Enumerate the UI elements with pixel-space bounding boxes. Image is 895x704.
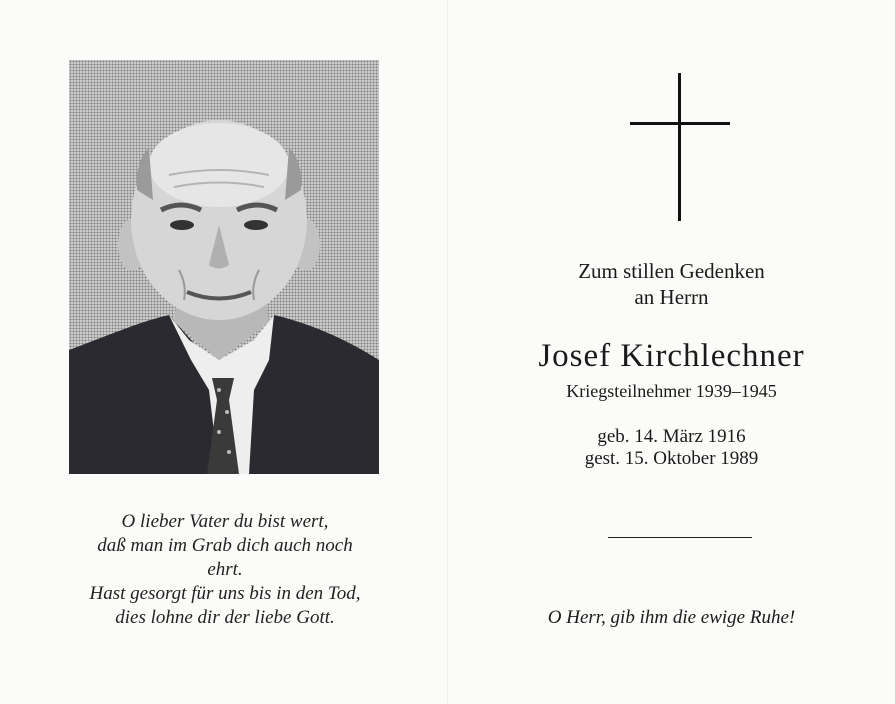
death-date: gest. 15. Oktober 1989 xyxy=(584,448,759,469)
right-panel xyxy=(448,0,895,704)
cross-horizontal-bar xyxy=(630,122,730,125)
prayer-text: O Herr, gib ihm die ewige Ruhe! xyxy=(547,607,796,628)
deceased-name: Josef Kirchlechner xyxy=(538,338,805,374)
left-panel xyxy=(0,0,447,704)
poem-line: dies lohne dir der liebe Gott. xyxy=(115,607,335,628)
poem-line: O lieber Vater du bist wert, xyxy=(121,511,329,532)
cross-icon xyxy=(630,73,730,221)
memorial-intro xyxy=(448,258,895,310)
intro-line: an Herrn xyxy=(634,285,709,309)
birth-date: geb. 14. März 1916 xyxy=(597,426,746,447)
veteran-note: Kriegsteilnehmer 1939–1945 xyxy=(566,381,777,401)
divider-line xyxy=(608,537,752,538)
poem-line: daß man im Grab dich auch noch xyxy=(97,535,353,556)
poem-line: ehrt. xyxy=(207,559,243,580)
poem-text xyxy=(60,510,390,630)
intro-line: Zum stillen Gedenken xyxy=(578,259,765,283)
cross-vertical-bar xyxy=(678,73,681,221)
portrait-photo xyxy=(69,60,379,474)
life-dates xyxy=(448,426,895,470)
poem-line: Hast gesorgt für uns bis in den Tod, xyxy=(89,583,361,604)
